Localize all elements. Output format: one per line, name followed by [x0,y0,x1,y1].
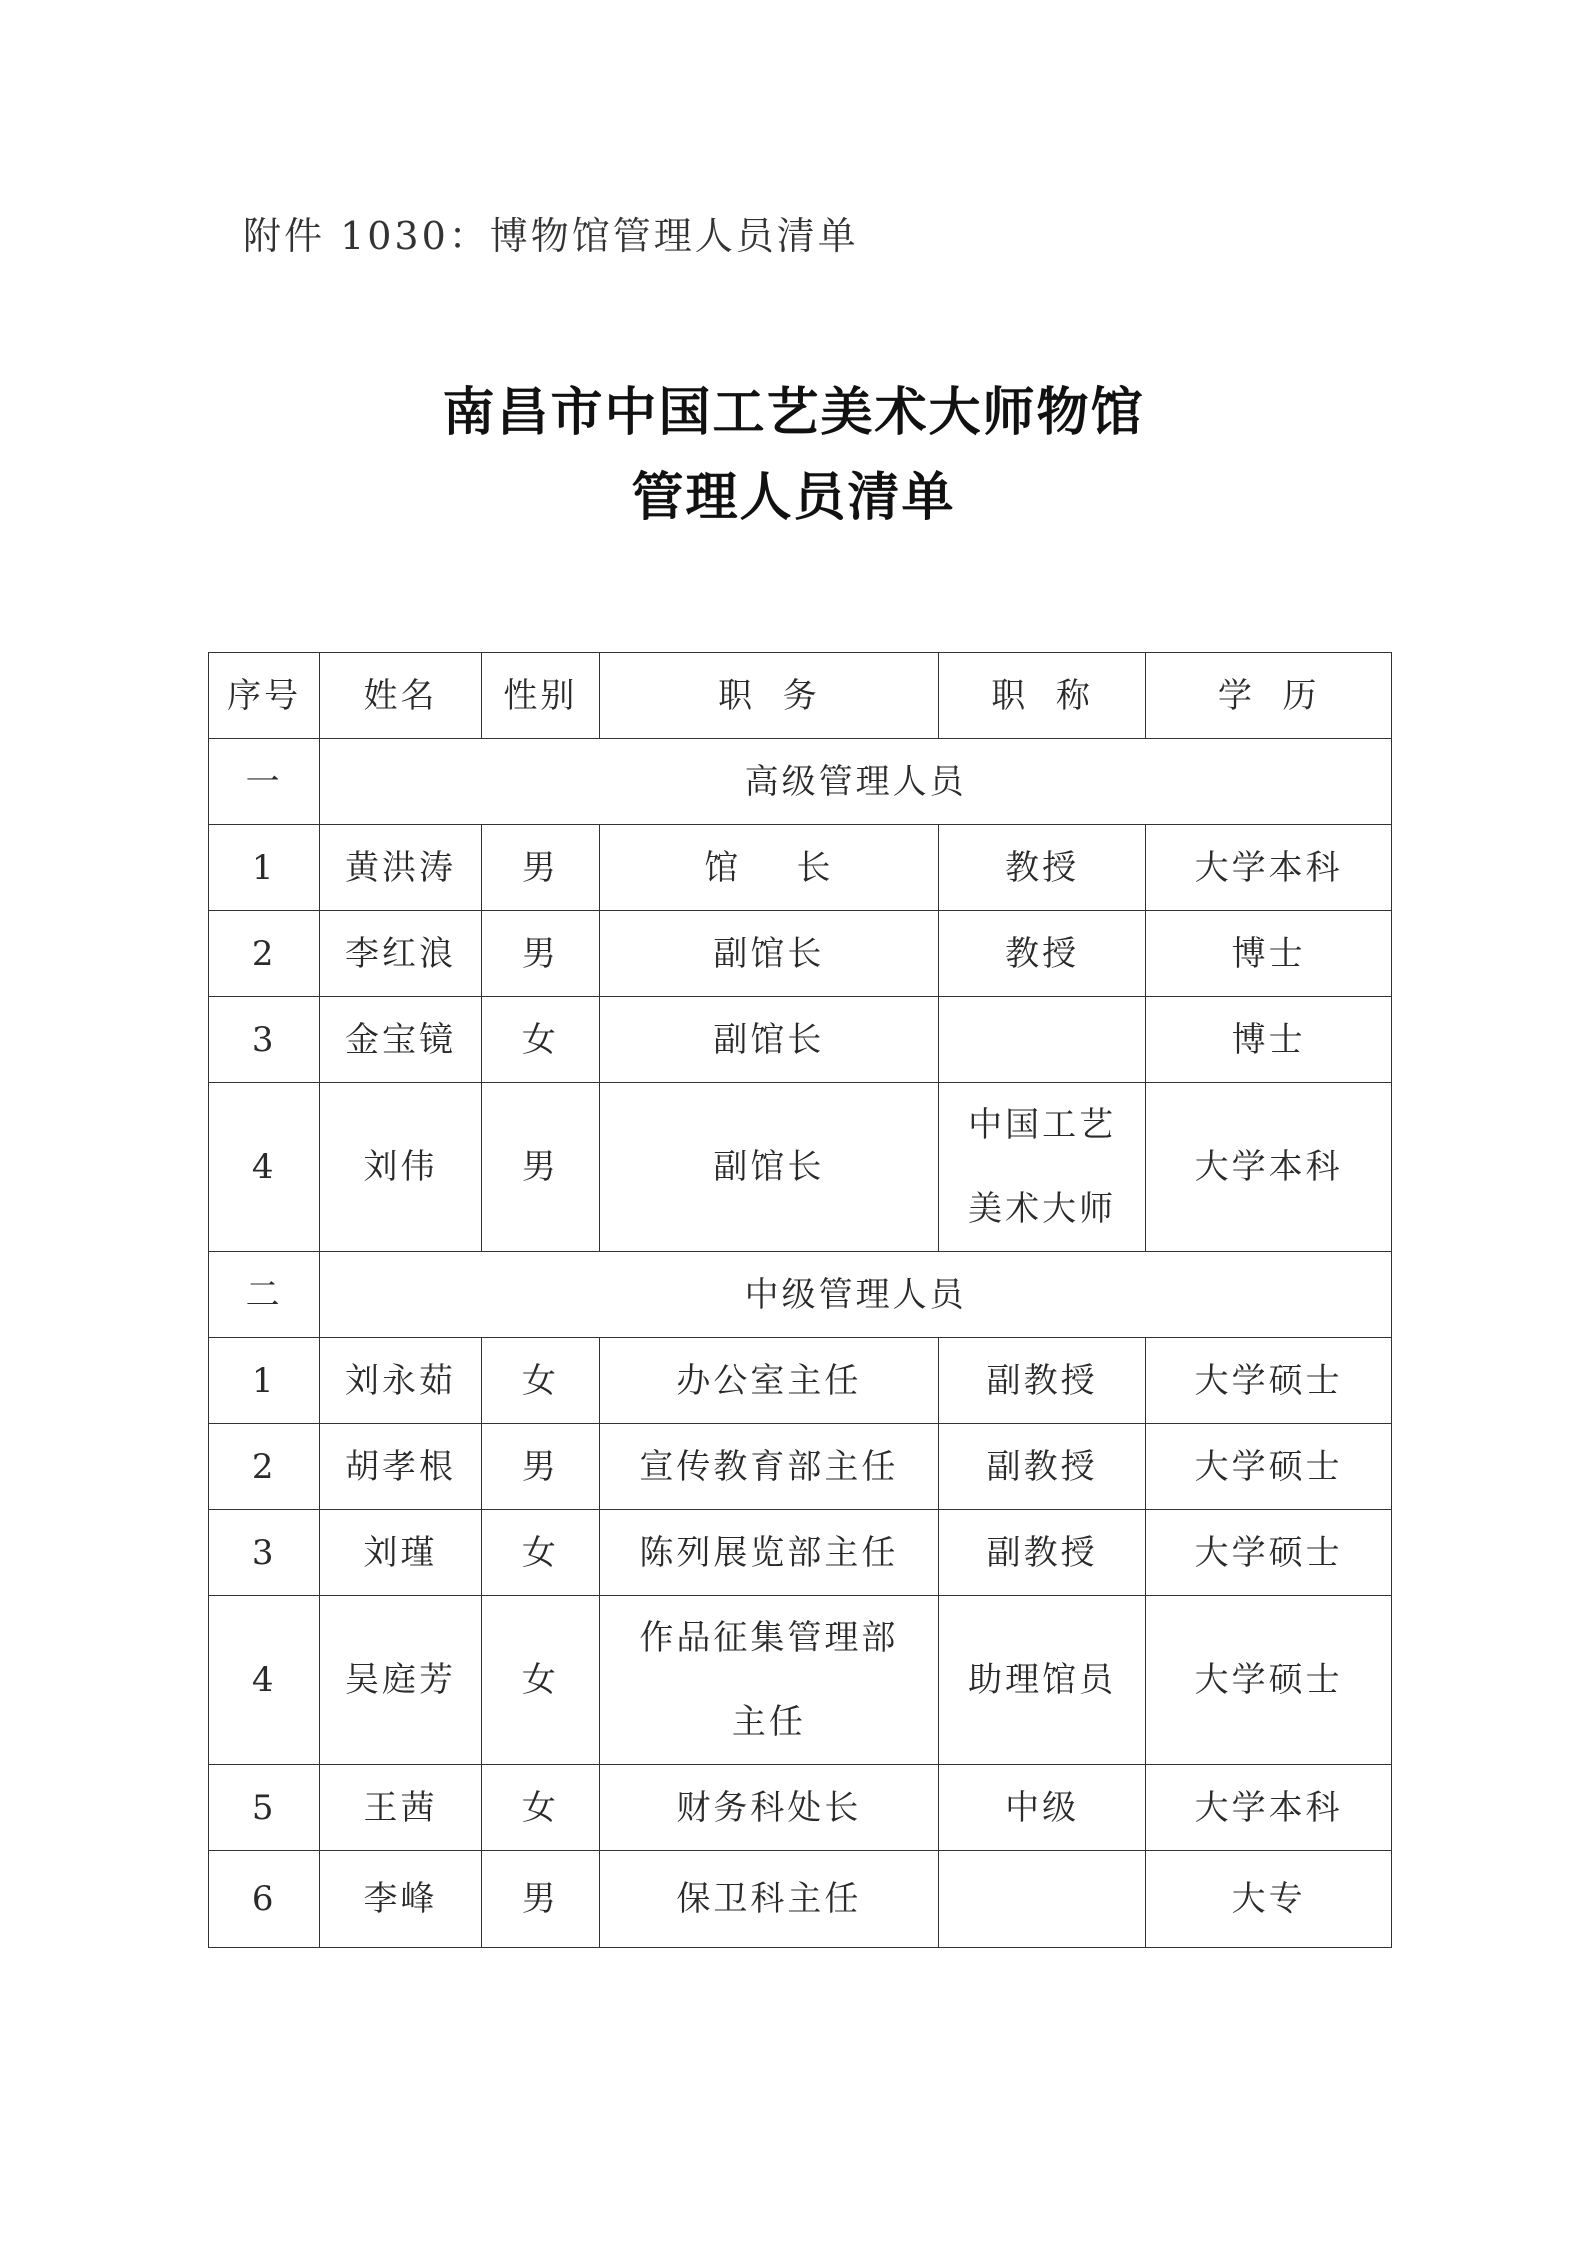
cell-name: 胡孝根 [320,1424,481,1510]
cell-name: 吴庭芳 [320,1596,481,1765]
table-row [209,997,1392,1083]
cell-education: 大学硕士 [1146,1596,1392,1765]
table-row [209,1765,1392,1851]
section-label: 中级管理人员 [320,1252,1392,1338]
cell-education: 大专 [1146,1851,1392,1948]
cell-gender: 男 [481,825,599,911]
cell-name: 李峰 [320,1851,481,1948]
cell-gender: 男 [481,911,599,997]
cell-name: 刘永茹 [320,1338,481,1424]
header-gender: 性别 [481,653,599,739]
table-row [209,1851,1392,1948]
cell-title [938,1083,1146,1252]
cell-gender: 男 [481,1424,599,1510]
table-row [209,1510,1392,1596]
cell-education: 博士 [1146,997,1392,1083]
header-position: 职 务 [599,653,938,739]
cell-no: 1 [209,1338,320,1424]
header-title: 职 称 [938,653,1146,739]
cell-no: 5 [209,1765,320,1851]
cell-gender: 女 [481,1765,599,1851]
cell-position: 办公室主任 [599,1338,938,1424]
cell-position: 副馆长 [599,911,938,997]
cell-title-line-2: 美术大师 [968,1189,1117,1229]
cell-gender: 男 [481,1083,599,1252]
cell-position-line-2: 主任 [731,1702,806,1742]
cell-education: 大学硕士 [1146,1424,1392,1510]
attachment-label: 附件 1030：博物馆管理人员清单 [243,214,859,258]
cell-position: 馆 长 [599,825,938,911]
cell-title [938,1851,1146,1948]
cell-position: 财务科处长 [599,1765,938,1851]
cell-name: 黄洪涛 [320,825,481,911]
cell-position: 陈列展览部主任 [599,1510,938,1596]
cell-no: 2 [209,911,320,997]
cell-name: 刘瑾 [320,1510,481,1596]
staff-table [208,652,1392,1948]
cell-education: 大学硕士 [1146,1338,1392,1424]
cell-title: 中级 [938,1765,1146,1851]
table-row [209,1083,1392,1252]
table-row [209,1596,1392,1765]
cell-title: 副教授 [938,1424,1146,1510]
header-education: 学 历 [1146,653,1392,739]
header-name: 姓名 [320,653,481,739]
cell-gender: 女 [481,1338,599,1424]
cell-no: 6 [209,1851,320,1948]
cell-position: 保卫科主任 [599,1851,938,1948]
cell-title: 教授 [938,825,1146,911]
cell-name: 王茜 [320,1765,481,1851]
cell-title-line-1: 中国工艺 [968,1105,1117,1145]
cell-name: 金宝镜 [320,997,481,1083]
table-row [209,1338,1392,1424]
cell-position-line-1: 作品征集管理部 [639,1618,899,1658]
section-row-senior [209,739,1392,825]
cell-no: 1 [209,825,320,911]
cell-title: 助理馆员 [938,1596,1146,1765]
cell-title: 副教授 [938,1510,1146,1596]
cell-gender: 女 [481,997,599,1083]
cell-title: 教授 [938,911,1146,997]
cell-name: 李红浪 [320,911,481,997]
table-row [209,911,1392,997]
table-row [209,1424,1392,1510]
header-no: 序号 [209,653,320,739]
document-title-line-1: 南昌市中国工艺美术大师物馆 [442,383,1145,443]
cell-position: 副馆长 [599,1083,938,1252]
cell-no: 3 [209,997,320,1083]
table-row [209,825,1392,911]
document-title-line-2: 管理人员清单 [631,468,956,528]
section-row-middle [209,1252,1392,1338]
section-label: 高级管理人员 [320,739,1392,825]
section-index: 一 [209,739,320,825]
cell-title [938,997,1146,1083]
cell-position: 宣传教育部主任 [599,1424,938,1510]
cell-education: 大学硕士 [1146,1510,1392,1596]
cell-no: 4 [209,1083,320,1252]
cell-gender: 女 [481,1596,599,1765]
cell-no: 3 [209,1510,320,1596]
cell-position [599,1596,938,1765]
cell-gender: 女 [481,1510,599,1596]
cell-education: 大学本科 [1146,825,1392,911]
cell-gender: 男 [481,1851,599,1948]
cell-no: 2 [209,1424,320,1510]
cell-no: 4 [209,1596,320,1765]
cell-title: 副教授 [938,1338,1146,1424]
section-index: 二 [209,1252,320,1338]
cell-position: 副馆长 [599,997,938,1083]
cell-education: 博士 [1146,911,1392,997]
cell-education: 大学本科 [1146,1765,1392,1851]
table-header-row [209,653,1392,739]
cell-name: 刘伟 [320,1083,481,1252]
cell-education: 大学本科 [1146,1083,1392,1252]
